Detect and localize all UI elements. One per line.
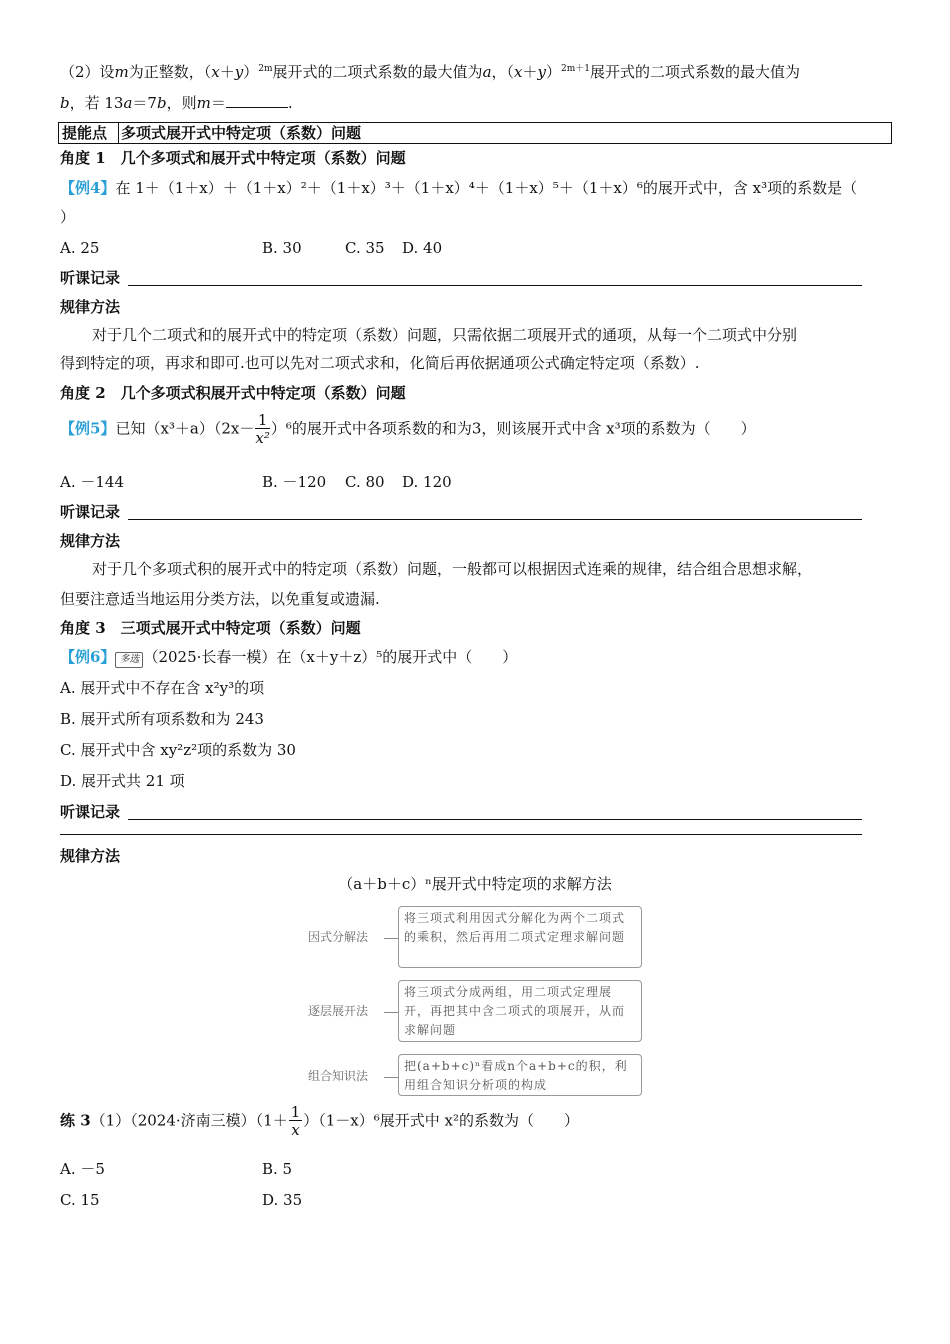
ex6-option-b[interactable]: B. 展开式所有项系数和为 243	[60, 710, 264, 728]
practice3-option-d[interactable]: D. 35	[262, 1191, 303, 1209]
angle2-title: 角度 2 几个多项式积展开式中特定项（系数）问题	[60, 384, 406, 402]
ex5-option-a[interactable]: A. －144	[60, 473, 124, 491]
ex4-tag: 【例4】	[60, 179, 116, 197]
q2-line-1: （2）设m为正整数，$(x+y)^{2m}$展开式的二项式系数的最大值为a，$(x+y)^{2m+1}$展开式的二项式系数的最大值为	[60, 63, 801, 81]
notes-rule-1[interactable]	[128, 285, 862, 286]
notes-rule-2[interactable]	[128, 519, 862, 520]
practice3-fraction: $\frac{1}{x}$	[290, 1103, 301, 1139]
mindmap-box-2: 将三项式分成两组，用二项式定理展开，再把其中含二项式的项展开，从而求解问题	[398, 980, 642, 1042]
ex6-question: 【例6】 多选 （2025·长春一模）在（x＋y＋z）⁵的展开式中（ ）	[60, 648, 518, 666]
ex4-option-b[interactable]: B. 30	[262, 239, 302, 257]
method1-line-1: 对于几个二项式和的展开式中的特定项（系数）问题，只需依据二项展开式的通项，从每一个二项式中分别	[92, 326, 798, 344]
multi-choice-badge: 多选	[115, 652, 143, 668]
notes-label-3: 听课记录	[60, 803, 121, 821]
q2-line-2: b，若 13a＝7b，则m＝ .	[60, 94, 293, 112]
ex5-option-b[interactable]: B. －120	[262, 473, 327, 491]
notes-rule-3[interactable]	[128, 819, 862, 820]
hint-text: 多项式展开式中特定项（系数）问题	[121, 124, 362, 142]
mindmap-connector-1	[384, 938, 398, 939]
mindmap-label-1: 因式分解法	[308, 930, 369, 944]
hint-box	[58, 122, 892, 144]
ex6-option-a[interactable]: A. 展开式中不存在含 x²y³的项	[60, 679, 265, 697]
ex4-question: 【例4】在 1＋（1＋x）＋（1＋x）²＋（1＋x）³＋（1＋x）⁴＋（1＋x）⁵＋（1＋x）⁶的展开式中，含 x³项的系数是（	[60, 179, 858, 197]
mindmap-box-1: 将三项式利用因式分解化为两个二项式的乘积，然后再用二项式定理求解问题	[398, 906, 642, 968]
ex6-option-d[interactable]: D. 展开式共 21 项	[60, 772, 185, 790]
method2-line-2: 但要注意适当地运用分类方法，以免重复或遗漏.	[60, 590, 380, 608]
answer-blank[interactable]	[226, 93, 288, 108]
ex5-question: 【例5】已知（x³＋a）（2x－ $\frac{1}{\text{x²}}$ ）⁶的展开式中各项系数的和为3，则该展开式中含 x³项的系数为（ ）	[60, 411, 756, 447]
ex5-tag: 【例5】	[60, 419, 116, 438]
ex5-option-c[interactable]: C. 80	[345, 473, 385, 491]
ex5-fraction: $\frac{1}{\text{x²}}$	[255, 411, 270, 447]
practice3-option-b[interactable]: B. 5	[262, 1160, 293, 1178]
hint-label: 提能点	[59, 123, 119, 143]
angle1-title: 角度 1 几个多项式和展开式中特定项（系数）问题	[60, 149, 406, 167]
practice3-option-c[interactable]: C. 15	[60, 1191, 100, 1209]
method2-line-1: 对于几个多项式积的展开式中的特定项（系数）问题，一般都可以根据因式连乘的规律，结合组合思想求解，	[92, 560, 813, 578]
method-label-3: 规律方法	[60, 847, 121, 865]
practice3-option-a[interactable]: A. －5	[60, 1160, 105, 1178]
notes-label-2: 听课记录	[60, 503, 121, 521]
ex6-tag: 【例6】	[60, 648, 116, 666]
ex4-option-d[interactable]: D. 40	[402, 239, 443, 257]
ex4-question-end: ）	[60, 208, 76, 226]
ex4-option-a[interactable]: A. 25	[60, 239, 100, 257]
method-label-1: 规律方法	[60, 298, 121, 316]
practice3-tag: 练 3	[60, 1111, 91, 1130]
mindmap-label-2: 逐层展开法	[308, 1004, 369, 1018]
ex4-option-c[interactable]: C. 35	[345, 239, 385, 257]
method-label-2: 规律方法	[60, 532, 121, 550]
ex6-option-c[interactable]: C. 展开式中含 xy²z²项的系数为 30	[60, 741, 296, 759]
notes-rule-4[interactable]	[60, 834, 862, 835]
ex5-option-d[interactable]: D. 120	[402, 473, 452, 491]
angle3-title: 角度 3 三项式展开式中特定项（系数）问题	[60, 619, 361, 637]
mindmap-label-3: 组合知识法	[308, 1069, 369, 1083]
method1-line-2: 得到特定的项，再求和即可.也可以先对二项式求和，化简后再依据通项公式确定特定项（系数）.	[60, 354, 700, 372]
notes-label-1: 听课记录	[60, 269, 121, 287]
mindmap-title: （a＋b＋c）ⁿ展开式中特定项的求解方法	[338, 875, 612, 893]
mindmap-connector-2	[384, 1012, 398, 1013]
mindmap-box-3: 把(a+b+c)ⁿ看成n个a+b+c的积，利用组合知识分析项的构成	[398, 1054, 642, 1096]
mindmap-connector-3	[384, 1077, 398, 1078]
practice3-question: 练 3（1）（2024·济南三模）（1＋ $\frac{1}{x}$ ）（1－x）⁶展开式中 x²的系数为（ ）	[60, 1103, 580, 1139]
